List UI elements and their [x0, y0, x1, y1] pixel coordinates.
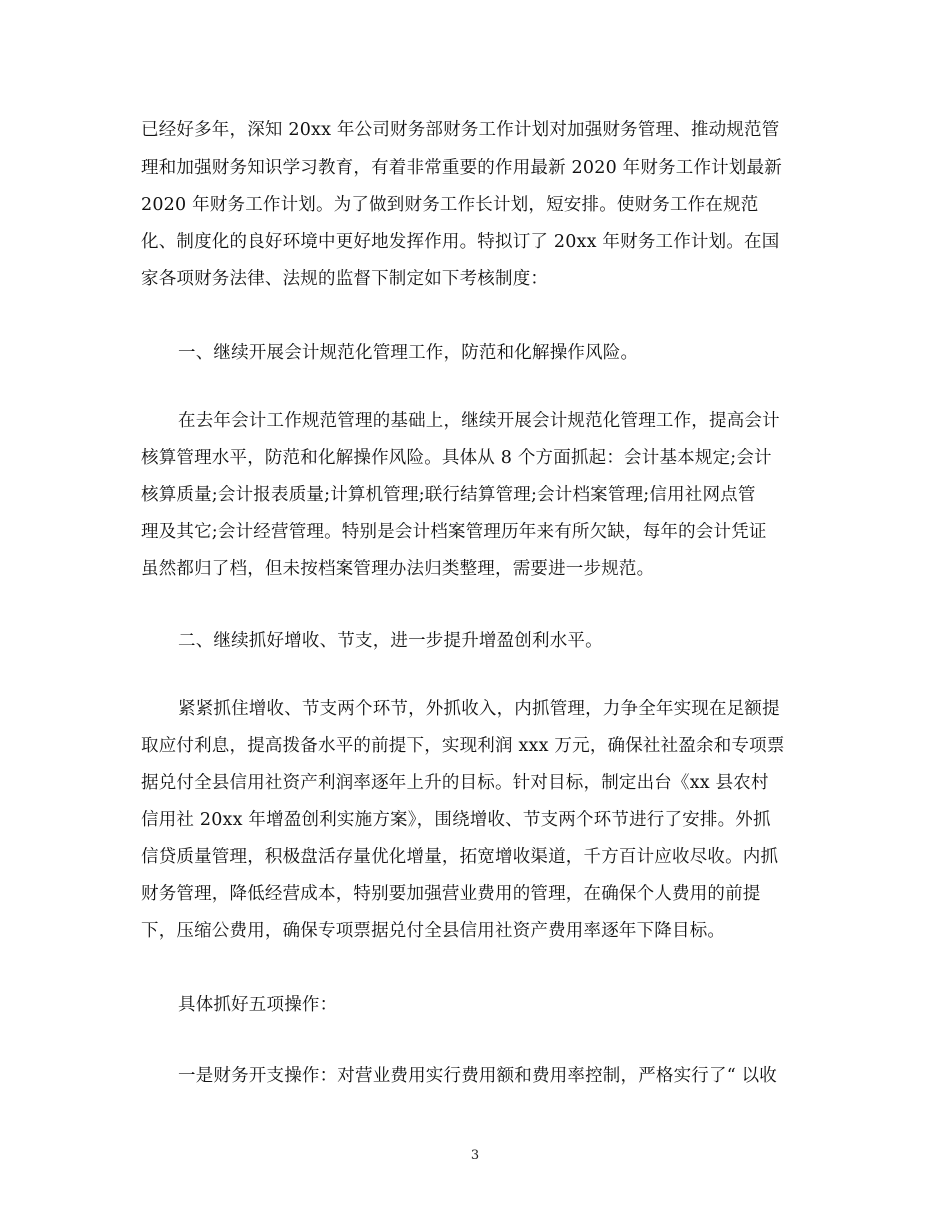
paragraph-1-line-2: 理和加强财务知识学习教育，有着非常重要的作用最新 2020 年财务工作计划最新: [141, 158, 782, 178]
paragraph-2-line-1: 在去年会计工作规范管理的基础上，继续开展会计规范化管理工作，提高会计: [178, 411, 780, 431]
paragraph-3-line-6: 财务管理，降低经营成本，特别要加强营业费用的管理，在确保个人费用的前提: [141, 884, 761, 904]
paragraph-2-line-5: 虽然都归了档，但未按档案管理办法归类整理，需要进一步规范。: [141, 559, 655, 579]
paragraph-2-line-4: 理及其它;会计经营管理。特别是会计档案管理历年来有所欠缺，每年的会计凭证: [141, 522, 767, 542]
section-heading-3: 具体抓好五项操作：: [178, 995, 338, 1015]
section-heading-2: 二、继续抓好增收、节支，进一步提升增盈创利水平。: [178, 631, 603, 651]
paragraph-1-line-4: 化、制度化的良好环境中更好地发挥作用。特拟订了 20xx 年财务工作计划。在国: [141, 232, 780, 252]
paragraph-2-line-2: 核算管理水平，防范和化解操作风险。具体从 8 个方面抓起：会计基本规定;会计: [141, 448, 772, 468]
paragraph-3-line-2: 取应付利息，提高拨备水平的前提下，实现利润 xxx 万元，确保社社盈余和专项票: [141, 736, 785, 756]
paragraph-1-line-1: 已经好多年，深知 20xx 年公司财务部财务工作计划对加强财务管理、推动规范管: [141, 120, 780, 140]
page-number: 3: [470, 1148, 480, 1163]
paragraph-3-line-4: 信用社 20xx 年增盈创利实施方案》，围绕增收、节支两个环节进行了安排。外抓: [141, 810, 771, 830]
paragraph-1-line-3: 2020 年财务工作计划。为了做到财务工作长计划，短安排。使财务工作在规范: [141, 195, 759, 215]
paragraph-3-line-3: 据兑付全县信用社资产利润率逐年上升的目标。针对目标，制定出台《xx 县农村: [141, 773, 769, 793]
paragraph-4-line-1: 一是财务开支操作：对营业费用实行费用额和费用率控制，严格实行了“ 以收: [178, 1066, 778, 1086]
paragraph-2-line-3: 核算质量;会计报表质量;计算机管理;联行结算管理;会计档案管理;信用社网点管: [141, 485, 756, 505]
paragraph-3-line-5: 信贷质量管理，积极盘活存量优化增量，拓宽增收渠道，千方百计应收尽收。内抓: [141, 847, 779, 867]
section-heading-1: 一、继续开展会计规范化管理工作，防范和化解操作风险。: [178, 343, 639, 363]
paragraph-3-line-7: 下，压缩公费用，确保专项票据兑付全县信用社资产费用率逐年下降目标。: [141, 921, 726, 941]
paragraph-3-line-1: 紧紧抓住增收、节支两个环节，外抓收入，内抓管理，力争全年实现在足额提: [178, 699, 780, 719]
paragraph-1-line-5: 家各项财务法律、法规的监督下制定如下考核制度：: [141, 269, 549, 289]
